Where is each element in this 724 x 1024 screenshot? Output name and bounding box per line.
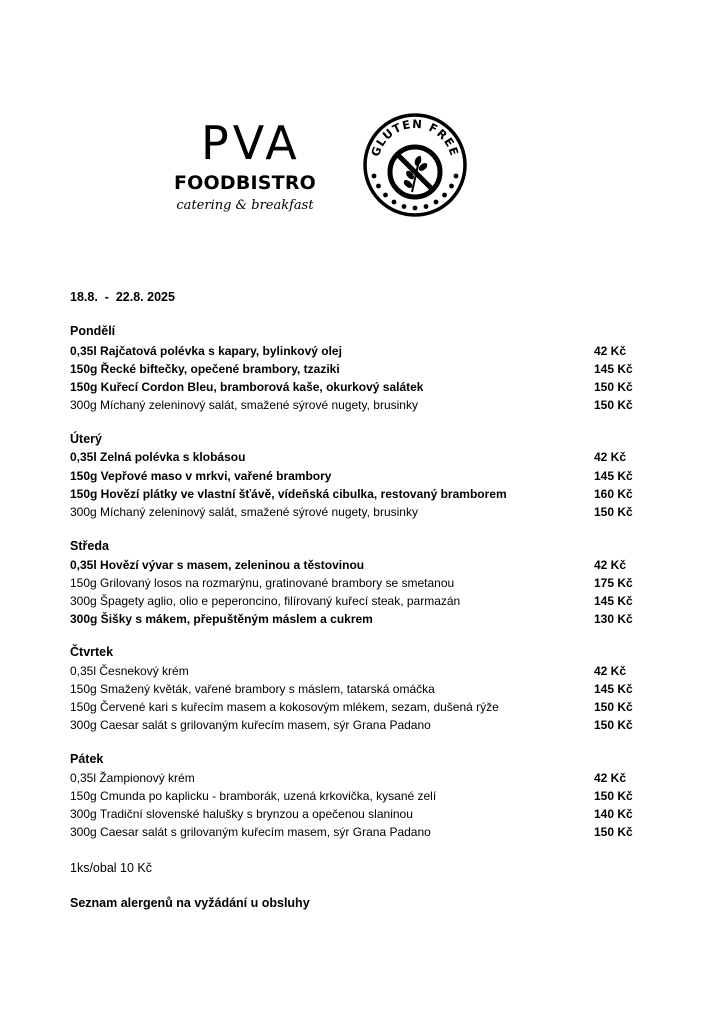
gluten-free-badge-icon [362,112,468,218]
logo-tagline: catering & breakfast [176,198,314,213]
menu-item-price: 150 Kč [594,380,633,394]
menu-item-name: 150g Cmunda po kaplicku - bramborák, uzená krkovička, kysané zelí [70,789,437,803]
menu-item-name: 300g Šišky s mákem, přepuštěným máslem a cukrem [70,612,373,626]
menu-item-name: 0,35l Žampionový krém [70,771,195,785]
menu-item-name: 300g Tradiční slovenské halušky s brynzou a opečenou slaninou [70,807,413,821]
menu-item-name: 300g Míchaný zeleninový salát, smažené sýrové nugety, brusinky [70,505,418,519]
menu-item-price: 42 Kč [594,664,627,678]
menu-item [70,467,634,485]
menu-item-name: 150g Smažený květák, vařené brambory s máslem, tatarská omáčka [70,682,435,696]
menu-item-price: 160 Kč [594,487,633,501]
menu-item [70,698,634,716]
menu-item-price: 145 Kč [594,594,633,608]
menu-item [70,805,634,823]
badge-text: GLUTEN FREE [368,116,462,159]
menu-item [70,378,634,396]
menu-item-price: 150 Kč [594,398,633,412]
menu-item-name: 300g Špagety aglio, olio e peperoncino, filírovaný kuřecí steak, parmazán [70,594,461,608]
logo-foodbistro-text: FOODBISTRO [173,172,317,194]
menu-item [70,485,634,503]
menu-item [70,610,634,628]
menu-item-price: 140 Kč [594,807,633,821]
day-heading-thursday: Čtvrtek [70,645,114,659]
menu-item-price: 150 Kč [594,718,633,732]
logo-pva-text: PVA [201,116,301,170]
menu-item-name: 150g Vepřové maso v mrkvi, vařené brambory [70,469,332,483]
menu-item [70,823,634,841]
menu-item-price: 145 Kč [594,362,633,376]
menu-item [70,769,634,787]
menu-item [70,662,634,680]
menu-item-name: 300g Míchaný zeleninový salát, smažené sýrové nugety, brusinky [70,398,418,412]
menu-item-price: 42 Kč [594,558,627,572]
day-heading-tuesday: Úterý [70,432,102,446]
menu-item-name: 0,35l Zelná polévka s klobásou [70,450,246,464]
menu-item-price: 150 Kč [594,700,633,714]
menu-item-price: 150 Kč [594,789,633,803]
menu-item [70,396,634,414]
menu-item [70,592,634,610]
menu-item [70,716,634,734]
menu-item-price: 150 Kč [594,825,633,839]
day-heading-monday: Pondělí [70,324,116,338]
day-heading-wednesday: Středa [70,539,109,553]
menu-item-name: 150g Kuřecí Cordon Bleu, bramborová kaše, okurkový salátek [70,380,424,394]
menu-item [70,680,634,698]
menu-item-name: 0,35l Česnekový krém [70,664,189,678]
menu-item-price: 42 Kč [594,344,627,358]
menu-item-price: 150 Kč [594,505,633,519]
allergen-note: Seznam alergenů na vyžádání u obsluhy [70,896,310,910]
menu-item-name: 150g Hovězí plátky ve vlastní šťávě, vídeňská cibulka, restovaný bramborem [70,487,507,501]
menu-item-price: 130 Kč [594,612,633,626]
day-heading-friday: Pátek [70,752,104,766]
menu-item [70,503,634,521]
menu-item [70,787,634,805]
menu-item-price: 175 Kč [594,576,633,590]
bistro-logo [165,116,325,220]
menu-item-name: 150g Řecké biftečky, opečené brambory, tzaziki [70,362,340,376]
menu-item-name: 150g Grilovaný losos na rozmarýnu, gratinované brambory se smetanou [70,576,455,590]
menu-item-name: 300g Caesar salát s grilovaným kuřecím masem, sýr Grana Padano [70,825,431,839]
menu-item [70,448,634,466]
menu-item-price: 145 Kč [594,682,633,696]
menu-item [70,360,634,378]
date-range: 18.8. - 22.8. 2025 [70,290,175,304]
menu-item-price: 42 Kč [594,771,627,785]
menu-item-price: 42 Kč [594,450,627,464]
packaging-note: 1ks/obal 10 Kč [70,861,152,875]
menu-item-name: 0,35l Hovězí vývar s masem, zeleninou a těstovinou [70,558,365,572]
menu-item-name: 0,35l Rajčatová polévka s kapary, bylinkový olej [70,344,342,358]
menu-item-price: 145 Kč [594,469,633,483]
menu-item [70,574,634,592]
menu-item [70,556,634,574]
menu-item-name: 150g Červené kari s kuřecím masem a kokosovým mlékem, sezam, dušená rýže [70,700,499,714]
menu-item [70,342,634,360]
menu-item-name: 300g Caesar salát s grilovaným kuřecím masem, sýr Grana Padano [70,718,431,732]
